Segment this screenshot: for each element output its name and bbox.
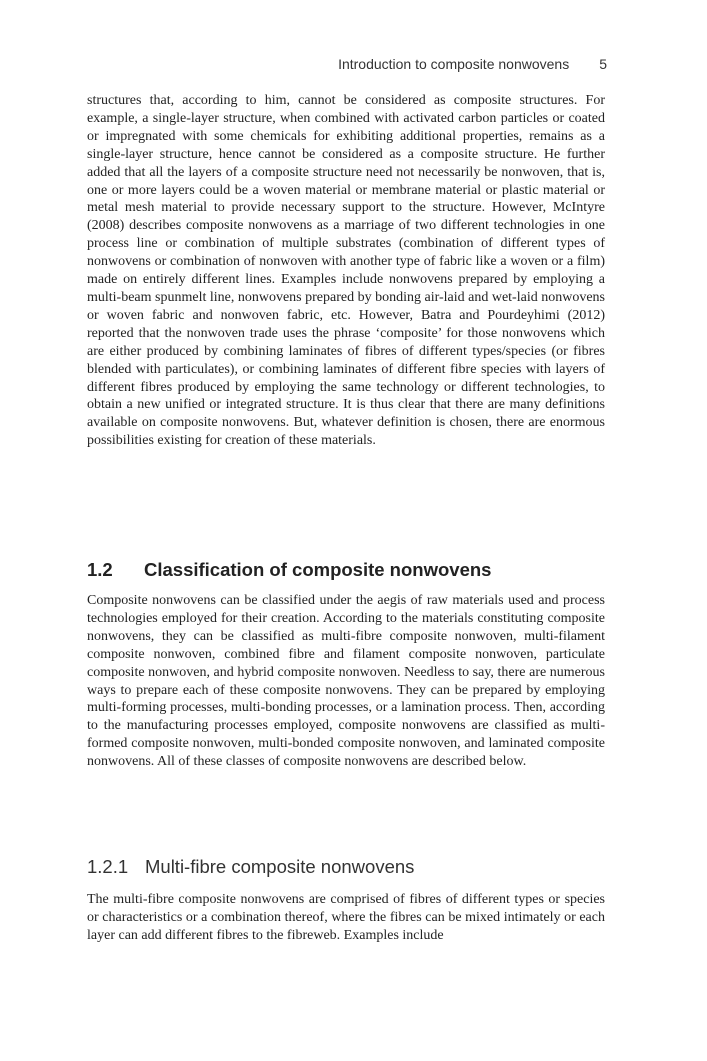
subsection-number: 1.2.1 <box>87 856 129 877</box>
subsection-heading <box>87 856 414 878</box>
page-number: 5 <box>599 56 607 72</box>
body-paragraph-2: Composite nonwovens can be classified under the aegis of raw materials used and process technologies employed for their creation. According to the materials constituting composite nonwovens, they can be classified as multi-fibre composite nonwoven, multi-filament composite nonwoven, combined fibre and filament composite nonwoven, particulate composite nonwoven, and hybrid composite nonwoven. Needless to say, there are numerous ways to prepare each of these composite nonwovens. They can be prepared by employing multi-forming processes, multi-bonding processes, or a lamination process. Then, according to the manufacturing processes employed, composite nonwovens are classified as multi-formed composite nonwoven, multi-bonded composite nonwoven, and laminated composite nonwovens. All of these classes of composite nonwovens are described below. <box>87 593 605 770</box>
section-title: Classification of composite nonwovens <box>144 559 492 580</box>
section-heading <box>87 559 491 581</box>
running-head <box>338 56 607 72</box>
body-paragraph-1: structures that, according to him, cannot be considered as composite structures. For example, a single-layer structure, when combined with activated carbon particles or coated or impregnated with some chemicals for exhibiting additional properties, remains as a single-layer structure, hence cannot be considered as a composite structure. He further added that all the layers of a composite structure need not necessarily be nonwoven, that is, one or more layers could be a woven material or membrane material or plastic material or metal mesh material to provide necessary support to the structure. However, McIntyre (2008) describes composite nonwovens as a marriage of two different technologies in one process line or combination of multiple substrates (combination of different types of nonwovens or combination of nonwoven with another type of fabric like a woven or a film) made on entirely different lines. Examples include nonwovens prepared by employing a multi-beam spunmelt line, nonwovens prepared by bonding air-laid and wet-laid nonwovens or woven fabric and nonwoven fabric, etc. However, Batra and Pourdeyhimi (2012) reported that the nonwoven trade uses the phrase ‘composite’ for those nonwovens which are either produced by combining laminates of fibres of different types/species (or fibres blended with particulates), or combining laminates of different fibre species with layers of different fibres produced by employing the same technology or different technologies, to obtain a new unified or integrated structure. It is thus clear that there are many definitions available on composite nonwovens. But, whatever definition is chosen, there are enormous possibilities existing for creation of these materials. <box>87 93 605 449</box>
body-paragraph-3: The multi-fibre composite nonwovens are comprised of fibres of different types or species or characteristics or a combination thereof, where the fibres can be mixed intimately or each layer can add different fibres to the fibreweb. Examples include <box>87 892 605 943</box>
running-head-title: Introduction to composite nonwovens <box>338 56 570 72</box>
subsection-title: Multi-fibre composite nonwovens <box>145 856 415 877</box>
section-number: 1.2 <box>87 559 113 580</box>
